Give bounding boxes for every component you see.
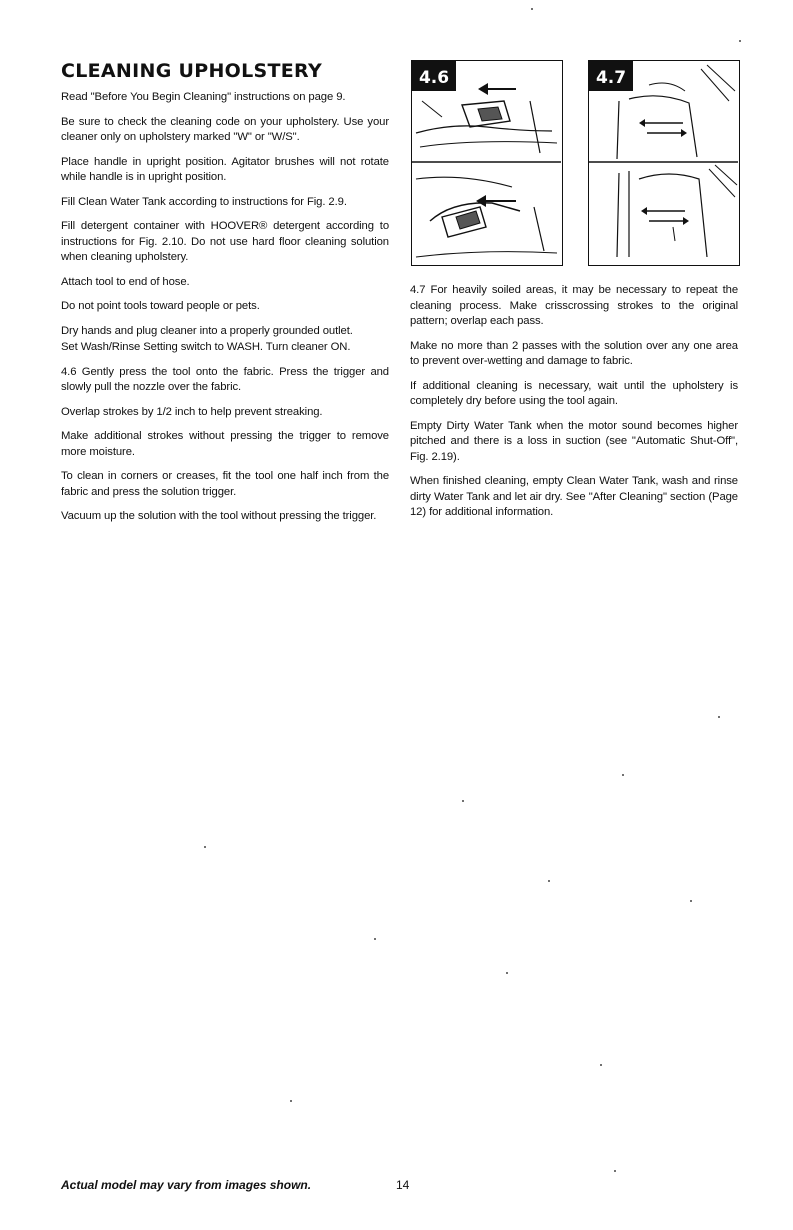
paragraph: Attach tool to end of hose. — [61, 275, 190, 288]
paragraph: Read "Before You Begin Cleaning" instructions on page 9. — [61, 91, 346, 103]
scan-speck — [506, 972, 508, 974]
tool-on-cushion-arrows-illustration — [412, 61, 561, 264]
footer-disclaimer: Actual model may vary from images shown. — [61, 1178, 312, 1192]
paragraph: Be sure to check the cleaning code on your upholstery. Use your cleaner only on upholstery marked "W" or "W/S". — [61, 115, 389, 143]
scan-speck — [622, 774, 624, 776]
scan-speck — [690, 900, 692, 902]
figure-4-6 — [411, 60, 563, 266]
paragraph: 4.6 Gently press the tool onto the fabric. Press the trigger and slowly pull the nozzle over the fabric. — [61, 365, 389, 393]
figure-label: 4.7 — [595, 68, 627, 88]
paragraph: Empty Dirty Water Tank when the motor sound becomes higher pitched and there is a loss in suction (see "Automatic Shut-Off", Fig. 2.19). — [410, 419, 738, 463]
paragraph: Make additional strokes without pressing the trigger to remove more moisture. — [61, 430, 389, 458]
paragraph: Dry hands and plug cleaner into a properly grounded outlet. — [61, 324, 353, 337]
figure-label: 4.6 — [418, 68, 450, 88]
paragraph: Place handle in upright position. Agitator brushes will not rotate while handle is in upright position. — [61, 155, 389, 183]
scan-speck — [600, 1064, 602, 1066]
figure-4-7 — [588, 60, 740, 266]
scan-speck — [739, 40, 741, 42]
paragraph: 4.7 For heavily soiled areas, it may be necessary to repeat the cleaning process. Make crisscrossing strokes to the original pattern; overlap each pass. — [410, 284, 738, 327]
paragraph: When finished cleaning, empty Clean Water Tank, wash and rinse dirty Water Tank and let air dry. See "After Cleaning" section (Page 12) for additional information. — [410, 475, 738, 518]
page-number: 14 — [396, 1178, 410, 1192]
scan-speck — [614, 1170, 616, 1172]
scan-speck — [718, 716, 720, 718]
paragraph: Do not point tools toward people or pets. — [61, 300, 260, 312]
paragraph: Fill detergent container with HOOVER® detergent according to instructions for Fig. 2.10. Do not use hard floor cleaning solution when cleaning upholstery. — [61, 220, 389, 263]
paragraph: Overlap strokes by 1/2 inch to help prevent streaking. — [61, 405, 323, 418]
paragraph: Fill Clean Water Tank according to instructions for Fig. 2.9. — [61, 195, 347, 208]
scan-speck — [531, 8, 533, 10]
scan-speck — [374, 938, 376, 940]
scan-speck — [204, 846, 206, 848]
scan-speck — [290, 1100, 292, 1102]
paragraph: Set Wash/Rinse Setting switch to WASH. Turn cleaner ON. — [61, 341, 351, 353]
crisscross-strokes-chair-illustration — [589, 61, 738, 264]
paragraph: To clean in corners or creases, fit the tool one half inch from the fabric and press the solution trigger. — [61, 470, 389, 498]
paragraph: Make no more than 2 passes with the solution over any one area to prevent over-wetting and damage to fabric. — [410, 339, 738, 367]
scan-speck — [548, 880, 550, 882]
scan-speck — [462, 800, 464, 802]
paragraph: Vacuum up the solution with the tool without pressing the trigger. — [61, 510, 377, 522]
paragraph: If additional cleaning is necessary, wait until the upholstery is completely dry before using the tool again. — [410, 379, 738, 407]
right-column — [410, 283, 738, 530]
left-column — [61, 90, 389, 534]
page-title: CLEANING UPHOLSTERY — [61, 60, 323, 82]
